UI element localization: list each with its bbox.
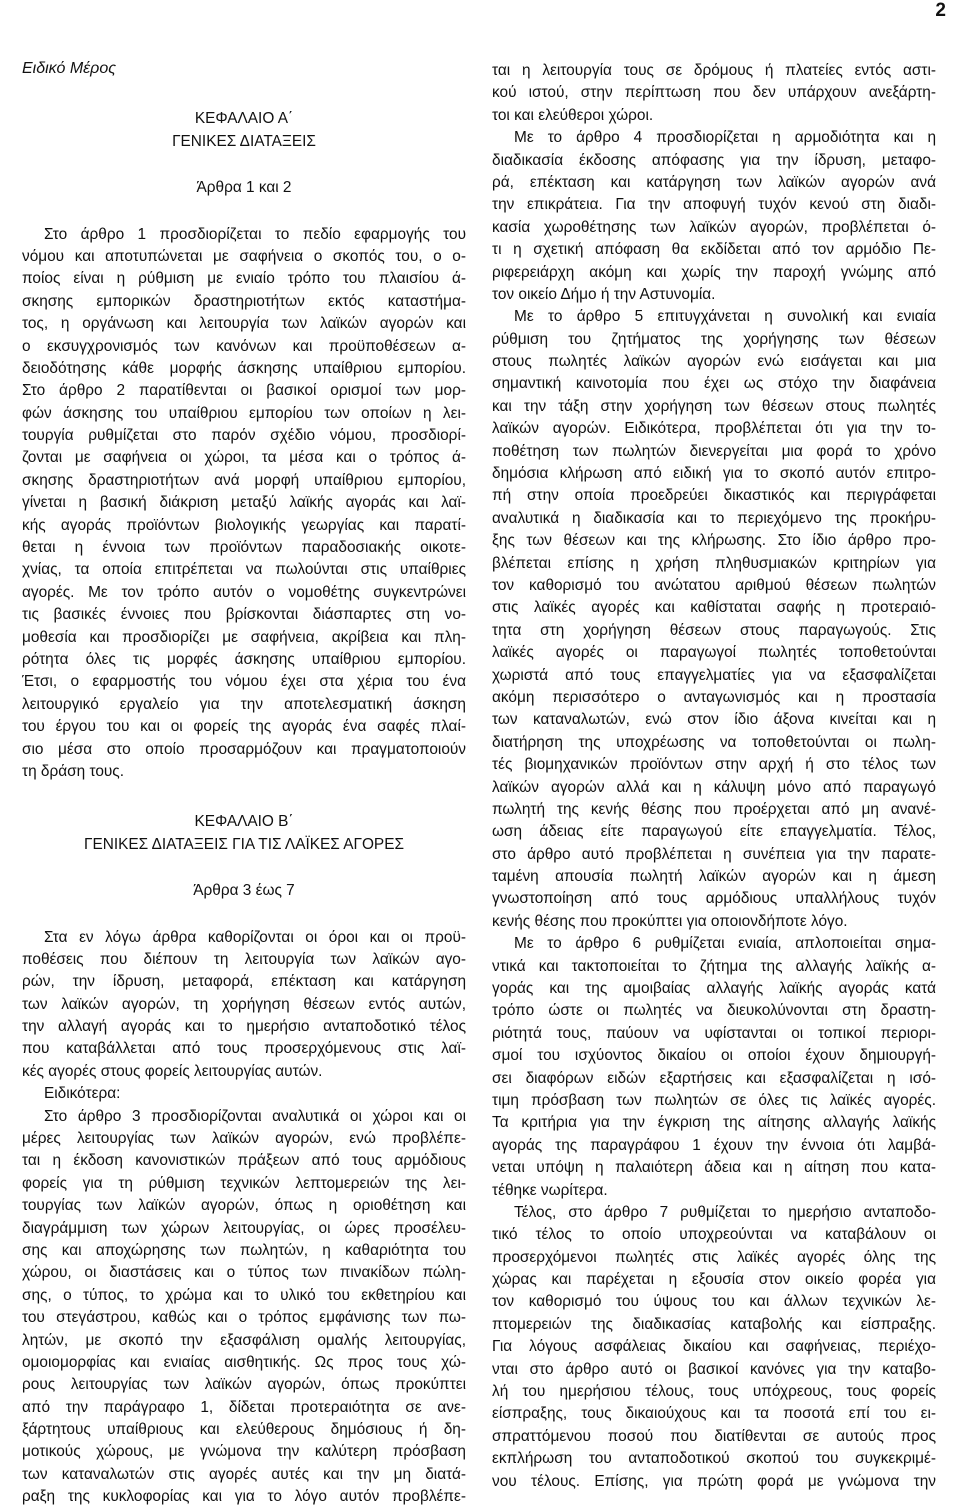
text-line: λαϊκών αγορών. Ειδικότερα, προβλέπεται ότι για την το- xyxy=(492,420,936,438)
text-line: στις λαϊκές αγορές και καθίσταται σαφής η προτεραιό- xyxy=(492,599,936,617)
spacer xyxy=(22,165,466,177)
text-line: ρών, την ίδρυση, μεταφορά, επέκταση και κατάργηση xyxy=(22,973,466,991)
text-line: Με το άρθρο 4 προσδιορίζεται η αρμοδιότητα και η xyxy=(514,129,936,147)
text-line: μοθεσία και προσδιορίζει με σαφήνεια, ακρίβεια και πλη- xyxy=(22,628,466,646)
text-line: του έργου του και οι φορείς της αγοράς ένα σαφές πλαί- xyxy=(22,718,466,736)
text-line: εκπλήρωση του ανταποδοτικού σκοπού του συγκεκριμέ- xyxy=(492,1450,936,1468)
text-line: χώρας και παρέχεται η εξουσία στον οικείο φορέα για xyxy=(492,1271,936,1289)
text-line: προσερχόμενοι πωλητές στις λαϊκές αγορές όλης της xyxy=(492,1248,936,1266)
text-line: βλέπεται επίσης η χρήση πληθυσμιακών κριτηρίων για xyxy=(492,554,936,572)
text-line: λή του ημερήσιου τέλους, τους υπόχρεους, τους φορείς xyxy=(492,1383,936,1401)
text-line: χώρου, οι διαστάσεις και ο τύπος των πινακίδων πώλη- xyxy=(22,1264,466,1282)
chapter-b-title: ΓΕΝΙΚΕΣ ΔΙΑΤΑΞΕΙΣ ΓΙΑ ΤΙΣ ΛΑΪΚΕΣ ΑΓΟΡΕΣ xyxy=(84,835,404,853)
text-line: λαϊκές αγορές οι παραγωγοί πωλητές τοποθετούνται xyxy=(492,644,936,662)
text-line: γνωστοποίηση από τους αρμόδιους υπαλλήλους τυχόν xyxy=(492,890,936,908)
text-line: των καταναλωτών στις αγορές αυτές και την μη διατά- xyxy=(22,1465,466,1483)
text-line: θεται η έννοια των προϊόντων παραδοσιακής οικοτε- xyxy=(22,539,466,557)
spacer xyxy=(22,783,466,811)
text-line: ακόμη περισσότερο ο ανταγωνισμός και η προστασία xyxy=(492,688,936,706)
text-line: πή στην οποία προεδρεύει δικαστικός και περιγράφεται xyxy=(492,487,936,505)
text-line: τη δράση τους. xyxy=(22,762,125,780)
text-line: στους πωλητές λαϊκών αγορών ενώ εισάγεται και μια xyxy=(492,353,936,371)
text-line: τις βασικές έννοιες που βρίσκονται διάσπαρτες στη νο- xyxy=(22,606,466,624)
text-line: τι η σχετική απόφαση θα εκδίδεται από τον αρμόδιο Πε- xyxy=(492,241,936,259)
text-line: νται στο άρθρο αυτό οι βασικοί κανόνες για την καταβο- xyxy=(492,1360,936,1378)
text-line: Έτσι, ο εφαρμοστής του νόμου έχει στα χέρια του ένα xyxy=(22,673,466,691)
text-line: ρύθμιση του ζητήματος της χορήγησης των θέσεων xyxy=(492,330,936,348)
text-line: από την παράγραφο 1, δίδεται προτεραιότητα σε ανε- xyxy=(22,1398,466,1416)
text-line: ποθέτηση των πωλητών διενεργείται μια φορά το χρόνο xyxy=(492,442,936,460)
text-line: πτομερειών της διαδικασίας καταβολής και είσπραξης. xyxy=(492,1315,936,1333)
text-line: Με το άρθρο 5 επιτυγχάνεται η συνολική και ενιαία xyxy=(514,308,936,326)
text-line: ρά, επέκταση και κατάργηση των λαϊκών αγορών ανά xyxy=(492,173,936,191)
text-line: κής αγοράς προϊόντων βιολογικής γεωργίας και παρατί- xyxy=(22,516,466,534)
text-line: του στεγάστρου, καθώς και ο τρόπος εμφάνισης των πω- xyxy=(22,1309,466,1327)
spacer xyxy=(22,212,466,224)
text-line: αναλυτικά η διαδικασία και το περιεχόμενο της προκήρυ- xyxy=(492,509,936,527)
text-line: των λαϊκών αγορών, τη χορήγηση θέσεων εντός αυτών, xyxy=(22,995,466,1013)
text-line: ωση άδειας είτε παραγωγού είτε επαγγελματία. Τέλος, xyxy=(492,823,936,841)
text-line: των καταναλωτών, ενώ στον ίδιο άξονα κινείται και η xyxy=(492,711,936,729)
text-line: πωλητή της κενής θέσης που προέρχεται από μη ανανέ- xyxy=(492,800,936,818)
text-line: κού ιστού, στην περίπτωση που δεν υπάρχουν ανεξάρτη- xyxy=(492,84,936,102)
text-line: γοράς και της αμοιβαίας αλλαγής λαϊκής αγοράς κατά xyxy=(492,980,936,998)
text-line: τοι και ελεύθεροι χώροι. xyxy=(492,106,654,124)
chapter-a-heading: ΚΕΦΑΛΑΙΟ Α΄ xyxy=(194,110,294,128)
text-line: που καταβάλλεται από τους προσερχόμενους στις λαϊ- xyxy=(22,1040,466,1058)
text-line: διαγράμμιση των χώρων λειτουργίας, οι ώρες προσέλευ- xyxy=(22,1219,466,1237)
text-line: Για λόγους ασφάλειας δικαίου και σαφήνειας, περιέχο- xyxy=(492,1338,936,1356)
text-line: διαδικασία έκδοσης απόφασης για την ίδρυση, μεταφο- xyxy=(492,151,936,169)
left-column xyxy=(22,58,466,1509)
text-line: τρόπο ώστε οι πωλητές να διευκολύνονται στη δραστη- xyxy=(492,1002,936,1020)
spacer xyxy=(22,903,466,915)
text-line: Στο άρθρο 3 προσδιορίζονται αναλυτικά οι χώροι και οι xyxy=(44,1107,466,1125)
text-line: ξάρτητους υπαίθριους και ελεύθερους δημόσιους ή δη- xyxy=(22,1421,466,1439)
text-line: τος, η οργάνωση και λειτουργία των λαϊκών αγορών και xyxy=(22,315,466,333)
text-line: είσπραξης, τους δικαιούχους και τα ποσοτά επί του ει- xyxy=(492,1405,936,1423)
text-line: κές αγορές στους φορείς λειτουργίας αυτών. xyxy=(22,1062,323,1080)
text-line: φορείς για τη ρύθμιση τεχνικών λεπτομερειών της λει- xyxy=(22,1174,466,1192)
text-line: ριφερειάρχη ακόμη και χωρίς την παροχή γνώμης από xyxy=(492,263,936,281)
text-line: σκησης δραστηριοτήτων ανά μορφή υπαίθριου εμπορίου, xyxy=(22,471,466,489)
spacer xyxy=(22,915,466,927)
text-line: Στο άρθρο 1 προσδιορίζεται το πεδίο εφαρμογής του xyxy=(44,225,466,243)
text-line: τιμη πρόσβαση των πωλητών σε όλες τις λαϊκές αγορές. xyxy=(492,1091,936,1109)
text-line: γίνεται η βασική διάκριση μεταξύ λαϊκής αγοράς και λαϊ- xyxy=(22,494,466,512)
text-line: τον καθορισμό του ύψους του και άλλων τεχνικών λε- xyxy=(492,1293,936,1311)
text-line: χνίας, τα οποία επιτρέπεται να πωλούνται στις υπαίθριες xyxy=(22,561,466,579)
text-line: την επικράτεια. Για την αποφυγή τυχόν κενού στη διαδι- xyxy=(492,196,936,214)
articles-1-2-heading: Άρθρα 1 και 2 xyxy=(196,179,292,197)
text-line: ντικά και τακτοποιείται το ζήτημα της αλλαγής λαϊκής α- xyxy=(492,957,936,975)
text-line: τές βιομηχανικών προϊόντων στην αρχή ή στο τέλος των xyxy=(492,756,936,774)
text-line: κασία χωροθέτησης των λαϊκών αγορών, προβλέπεται ό- xyxy=(492,218,936,236)
text-line: ομοιομορφίας και ενιαίας αισθητικής. Ως προς τους χώ- xyxy=(22,1353,466,1371)
text-line: σημαντική καινοτομία που έχει ως στόχο την διαφάνεια xyxy=(492,375,936,393)
text-line: φών άσκησης του υπαίθριου εμπορίου των οποίων η λει- xyxy=(22,404,466,422)
text-line: μοτικούς χώρους, με γνώμονα την καλύτερη πρόσβαση xyxy=(22,1443,466,1461)
text-line: χωριστά από τους επαγγελματίες για να εξασφαλίζεται xyxy=(492,666,936,684)
text-line: και την τάξη στην χορήγηση των θέσεων στους πωλητές xyxy=(492,397,936,415)
text-line: δημόσια κλήρωση από ειδική για το σκοπό αυτόν επιτρο- xyxy=(492,465,936,483)
text-line: λαϊκών αγορών αλλά και η κάλυψη μόνο από παραγωγό xyxy=(492,778,936,796)
chapter-b-heading: ΚΕΦΑΛΑΙΟ Β΄ xyxy=(194,813,294,831)
text-line: Με το άρθρο 6 ρυθμίζεται ενιαία, απλοποιείται σημα- xyxy=(514,935,936,953)
text-line: σπραττόμενου ποσού που διατίθενται σε αυτούς προς xyxy=(492,1427,936,1445)
text-line: νεται υπόψη η παλαιότερη άδεια και η αίτηση που κατα- xyxy=(492,1159,936,1177)
spacer xyxy=(22,856,466,868)
text-line: Στο άρθρο 2 παρατίθενται οι βασικοί ορισμοί των μορ- xyxy=(22,382,466,400)
text-line: κενής θέσης που προκύπτει για οποιονδήποτε λόγο. xyxy=(492,912,848,930)
text-line: τέθηκε νωρίτερα. xyxy=(492,1181,608,1199)
text-line: Τέλος, στο άρθρο 7 ρυθμίζεται το ημερήσιο ανταποδο- xyxy=(514,1203,936,1221)
text-line: λητών, με σκοπό την εξασφάλιση ομαλής λειτουργίας, xyxy=(22,1331,466,1349)
text-line: τικό τέλος το οποίο υποχρεούνται να καταβάλουν οι xyxy=(492,1226,936,1244)
text-line: ρους λειτουργίας των λαϊκών αγορών, όπως προκύπτει xyxy=(22,1376,466,1394)
page-number: 2 xyxy=(935,0,946,21)
text-line: νόμου και αποτυπώνεται με σαφήνεια ο σκοπός του, ο ο- xyxy=(22,247,466,265)
paragraph-articles-1-2 xyxy=(22,224,466,784)
text-line: ζονται με σαφήνεια οι χώροι, τα μέσα και ο τρόπος ά- xyxy=(22,449,466,467)
text-line: διατήρηση της υποχρέωσης να τοποθετούνται οι πωλη- xyxy=(492,733,936,751)
text-line: τον οικείο Δήμο ή την Αστυνομία. xyxy=(492,285,716,303)
chapter-a-title: ΓΕΝΙΚΕΣ ΔΙΑΤΑΞΕΙΣ xyxy=(172,132,316,150)
paragraph-articles-3-7 xyxy=(22,927,466,1084)
text-line: αγοράς της παραγράφου 1 έχουν την έννοια ότι λαμβά- xyxy=(492,1136,936,1154)
text-line: ριότητά τους, παύουν να υφίστανται οι τοπικοί περιορι- xyxy=(492,1024,936,1042)
spacer xyxy=(22,153,466,165)
text-line: σει διαφόρων ειδών εξαρτήσεις και εξασφαλίζεται η ισό- xyxy=(492,1069,936,1087)
text-line: Τα κριτήρια για την έγκριση της αίτησης αλλαγής λαϊκής xyxy=(492,1114,936,1132)
spacer xyxy=(22,200,466,212)
text-line: μέρες λειτουργίας των λαϊκών αγορών, ενώ προβλέπε- xyxy=(22,1130,466,1148)
text-line: ξης των θέσεων και της κλήρωσης. Στο ίδιο άρθρο προ- xyxy=(492,532,936,550)
text-line: Στα εν λόγω άρθρα καθορίζονται οι όροι και οι προϋ- xyxy=(44,928,466,946)
text-line: ο εκσυγχρονισμός των κανόνων και προϋποθέσεων α- xyxy=(22,337,466,355)
text-line: τουργία ρυθμίζεται στο παρόν σχέδιο νόμου, προσδιορί- xyxy=(22,427,466,445)
spacer xyxy=(22,868,466,880)
text-line: ταμένη απουσία πωλητή λαϊκών αγορών και η άμεση xyxy=(492,868,936,886)
specifically-label: Ειδικότερα: xyxy=(44,1085,121,1103)
text-line: λειτουργικό εργαλείο για την αποτελεσματική άσκηση xyxy=(22,695,466,713)
articles-3-7-heading: Άρθρα 3 έως 7 xyxy=(193,882,295,900)
right-column xyxy=(492,60,936,1493)
text-line: ται η έκδοση κανονιστικών πράξεων από τους αρμόδιους xyxy=(22,1152,466,1170)
text-line: τουργίας των λαϊκών αγορών, όπως η οριοθέτηση και xyxy=(22,1197,466,1215)
text-line: ται η λειτουργία τους σε δρόμους ή πλατείες εντός αστι- xyxy=(492,62,936,79)
paragraph-articles-4-7 xyxy=(492,60,936,1493)
text-line: ποίος είναι η ρύθμιση με ενιαίο τρόπο του πλαισίου ά- xyxy=(22,270,466,288)
text-line: τητα στη χορήγηση θέσεων στους παραγωγούς. Στις xyxy=(492,621,936,639)
text-line: σης και αποχώρησης των πωλητών, η καθαριότητα του xyxy=(22,1241,466,1259)
text-line: σης, ο τύπος, το χρώμα και το υλικό του εκθετηρίου και xyxy=(22,1286,466,1304)
text-line: σμοί του ισχύοντος δικαίου οι οποίοι έχουν δημιουργή- xyxy=(492,1047,936,1065)
paragraph-article-3 xyxy=(22,1106,466,1509)
text-line: ποθέσεις που διέπουν τη λειτουργία των λαϊκών αγο- xyxy=(22,950,466,968)
text-line: στο άρθρο αυτό προβλέπεται η συνέπεια για την παρατε- xyxy=(492,845,936,863)
text-line: σκησης εμπορικών δραστηριοτήτων εκτός καταστήμα- xyxy=(22,292,466,310)
text-line: δειοδότησης κάθε μορφής άσκησης υπαίθριου εμπορίου. xyxy=(22,359,466,377)
text-line: αγορές. Με τον τρόπο αυτόν ο νομοθέτης συγκεντρώνει xyxy=(22,583,466,601)
text-line: τον καθορισμό του ανώτατου αριθμού θέσεων πωλητών xyxy=(492,576,936,594)
text-line: ραξη της κυκλοφορίας και για το λόγο αυτόν προβλέπε- xyxy=(22,1488,466,1506)
section-label: Ειδικό Μέρος xyxy=(22,60,117,77)
text-line: σιο μέσα στο οποίο προσαρμόζουν και πραγματοποιούν xyxy=(22,740,466,758)
text-line: νου τέλους. Επίσης, για πρώτη φορά με γνώμονα την xyxy=(492,1472,936,1490)
text-line: την αλλαγή αγοράς και το ημερήσιο ανταποδοτικό τέλος xyxy=(22,1018,466,1036)
text-line: ρότητα όλες τις μορφές άσκησης υπαίθριου εμπορίου. xyxy=(22,650,466,668)
spacer xyxy=(22,80,466,108)
